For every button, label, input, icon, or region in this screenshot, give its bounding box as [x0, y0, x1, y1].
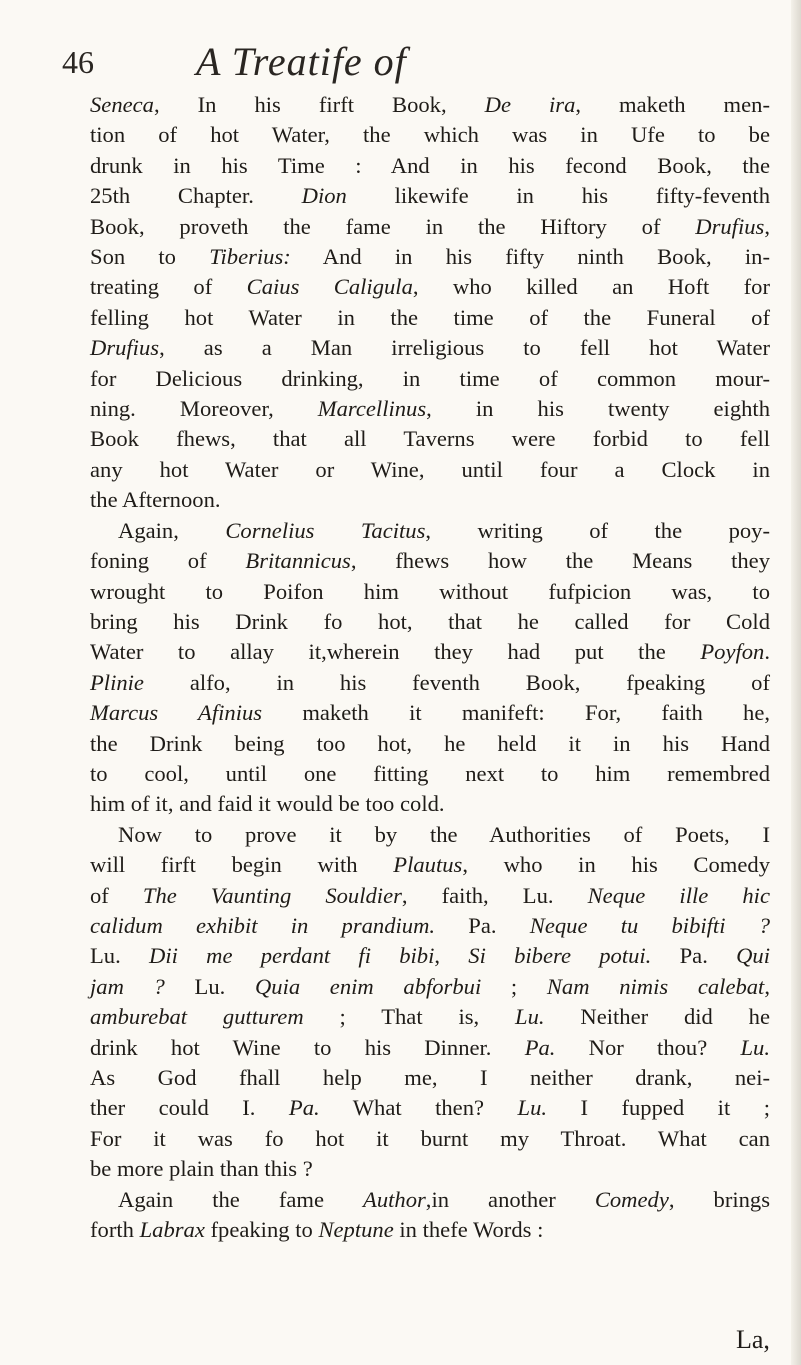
text-line: [90, 1154, 770, 1184]
text-line: [90, 1063, 770, 1093]
text-run: ; That is,: [303, 1004, 516, 1030]
text-line: [90, 333, 770, 363]
text-line: [90, 303, 770, 333]
text-run: Book, proveth the fame in the Hiftory of: [90, 213, 696, 239]
text-run: maketh it manifeft: For, faith he,: [262, 700, 770, 726]
italic-text: Plinie: [90, 669, 144, 695]
text-run: , who in his Comedy: [462, 852, 770, 878]
italic-text: Pa.: [524, 1034, 556, 1060]
body-text: [90, 90, 770, 1245]
text-run: I fupped it ;: [547, 1095, 770, 1121]
italic-text: jam ?: [90, 973, 165, 999]
page-number: 46: [62, 44, 94, 80]
italic-text: Lu.: [740, 1034, 770, 1060]
italic-text: Caius Caligula: [246, 274, 413, 300]
text-run: ther could I.: [90, 1095, 289, 1121]
text-run: Now to prove it by the Authorities of Poets, I: [118, 821, 770, 847]
text-run: Lu.: [90, 943, 149, 969]
text-run: any hot Water or Wine, until four a Clock in: [90, 456, 770, 482]
text-line: [90, 759, 770, 789]
italic-text: Neque tu bibifti ?: [529, 912, 770, 938]
text-line: [90, 212, 770, 242]
text-run: treating of: [90, 274, 247, 300]
italic-text: Dii me perdant fi bibi: [149, 943, 435, 969]
text-line: [90, 789, 770, 819]
italic-text: Nam nimis calebat: [546, 973, 765, 999]
italic-text: Seneca: [90, 92, 154, 117]
italic-text: Drufius: [90, 335, 160, 361]
text-run: alfo, in his feventh Book, fpeaking of: [143, 669, 770, 695]
text-run: Book fhews, that all Taverns were forbid to fell: [90, 426, 770, 452]
text-line: [90, 820, 770, 850]
text-run: Son to: [90, 244, 210, 270]
text-run: him of it, and faid it would be too cold.: [90, 791, 445, 817]
text-line: [90, 90, 770, 120]
text-run: As God fhall help me, I neither drank, nei-: [90, 1065, 770, 1090]
text-run: Again,: [118, 517, 226, 543]
text-line: [90, 972, 770, 1002]
text-line: [90, 424, 770, 454]
italic-text: Lu.: [515, 1004, 545, 1030]
text-line: [90, 455, 770, 485]
italic-text: Si bibere potui.: [468, 943, 652, 969]
text-line: [90, 1033, 770, 1063]
text-line: [90, 485, 770, 515]
text-line: [90, 120, 770, 150]
running-title: A Treatife of: [196, 39, 407, 84]
text-run: will firft begin with: [90, 852, 394, 878]
italic-text: Comedy: [594, 1186, 669, 1212]
text-run: the Afternoon.: [90, 487, 221, 513]
text-run: be more plain than this ?: [90, 1156, 313, 1182]
italic-text: Pa.: [288, 1095, 320, 1121]
text-line: [90, 941, 770, 971]
text-line: [90, 1124, 770, 1154]
text-run: tion of hot Water, the which was in Ufe to be: [90, 122, 770, 148]
text-run: Again the fame: [118, 1186, 364, 1212]
text-run: likewife in his fifty-feventh: [346, 183, 771, 209]
italic-text: Neptune: [318, 1217, 394, 1243]
text-run: Pa.: [651, 943, 737, 969]
text-line: [90, 850, 770, 880]
text-run: , writing of the poy-: [425, 517, 770, 543]
italic-text: Tiberius:: [209, 244, 291, 270]
text-run: And in his fifty ninth Book, in-: [290, 244, 771, 270]
text-run: fpeaking to: [204, 1217, 319, 1243]
italic-text: Marcellinus: [317, 396, 427, 422]
text-run: , who killed an Hoft for: [412, 274, 770, 300]
text-run: forth: [90, 1217, 140, 1243]
italic-text: Lu.: [517, 1095, 548, 1121]
text-run: ;: [481, 973, 547, 999]
italic-text: Author: [363, 1186, 426, 1212]
text-run: For it was fo hot it burnt my Throat. What can: [90, 1125, 770, 1151]
text-line: [90, 1093, 770, 1123]
text-run: ning. Moreover,: [90, 396, 318, 422]
italic-text: Plautus: [393, 852, 463, 878]
text-run: , fhews how the Means they: [350, 548, 771, 574]
text-line: [90, 546, 770, 576]
text-run: Pa.: [435, 912, 530, 938]
text-line: [90, 1185, 770, 1215]
text-run: to cool, until one fitting next to him remembred: [90, 760, 770, 786]
italic-text: Neque ille hic: [587, 882, 770, 908]
italic-text: Marcus Afinius: [90, 700, 263, 726]
text-run: .: [764, 639, 770, 665]
text-run: felling hot Water in the time of the Funeral of: [90, 304, 770, 330]
text-run: drunk in his Time : And in his fecond Book, the: [90, 152, 770, 178]
text-line: [90, 1215, 770, 1245]
italic-text: Cornelius Tacitus: [225, 517, 426, 543]
text-run: , in his twenty eighth: [426, 396, 770, 422]
text-run: ,: [434, 943, 469, 969]
text-line: [90, 637, 770, 667]
text-line: [90, 242, 770, 272]
italic-text: Drufius: [695, 213, 765, 239]
italic-text: De ira: [484, 92, 576, 117]
text-run: What then?: [319, 1095, 518, 1121]
italic-text: Poyfon: [700, 639, 765, 665]
text-run: for Delicious drinking, in time of common mour-: [90, 365, 770, 391]
text-line: [90, 516, 770, 546]
text-run: bring his Drink fo hot, that he called for Cold: [90, 608, 770, 634]
text-line: [90, 668, 770, 698]
text-line: [90, 394, 770, 424]
page-gutter-shadow: [791, 0, 801, 1365]
text-run: Lu.: [164, 973, 255, 999]
text-line: [90, 607, 770, 637]
italic-text: calidum exhibit in prandium.: [90, 912, 436, 938]
text-run: , brings: [668, 1186, 771, 1212]
text-run: , In his firft Book,: [153, 92, 485, 117]
text-line: [90, 881, 770, 911]
text-line: [90, 911, 770, 941]
text-run: Nor thou?: [555, 1034, 741, 1060]
italic-text: Quia enim abforbui: [254, 973, 482, 999]
text-run: ,in another: [425, 1186, 595, 1212]
text-run: in thefe Words :: [393, 1217, 544, 1243]
italic-text: Labrax: [139, 1217, 205, 1243]
text-run: of: [90, 882, 143, 908]
text-run: Neither did he: [544, 1004, 771, 1030]
text-run: ,: [764, 973, 770, 999]
text-line: [90, 272, 770, 302]
text-run: 25th Chapter.: [90, 183, 302, 209]
text-run: foning of: [90, 548, 246, 574]
catchword: La,: [736, 1325, 770, 1354]
italic-text: Qui: [736, 943, 770, 969]
text-line: [90, 729, 770, 759]
italic-text: Dion: [301, 183, 347, 209]
text-line: [90, 577, 770, 607]
text-run: , faith, Lu.: [401, 882, 588, 908]
text-line: [90, 181, 770, 211]
text-line: [90, 698, 770, 728]
text-run: Water to allay it,wherein they had put the: [90, 639, 701, 665]
text-run: wrought to Poifon him without fufpicion was, to: [90, 578, 770, 604]
text-run: , as a Man irreligious to fell hot Water: [159, 335, 770, 361]
italic-text: The Vaunting Souldier: [142, 882, 402, 908]
text-run: drink hot Wine to his Dinner.: [90, 1034, 525, 1060]
text-run: , maketh men-: [575, 92, 770, 117]
italic-text: amburebat gutturem: [90, 1004, 304, 1030]
text-line: [90, 1002, 770, 1032]
text-line: [90, 364, 770, 394]
italic-text: Britannicus: [245, 548, 351, 574]
text-line: [90, 151, 770, 181]
text-run: the Drink being too hot, he held it in his Hand: [90, 730, 770, 756]
text-run: ,: [764, 213, 770, 239]
